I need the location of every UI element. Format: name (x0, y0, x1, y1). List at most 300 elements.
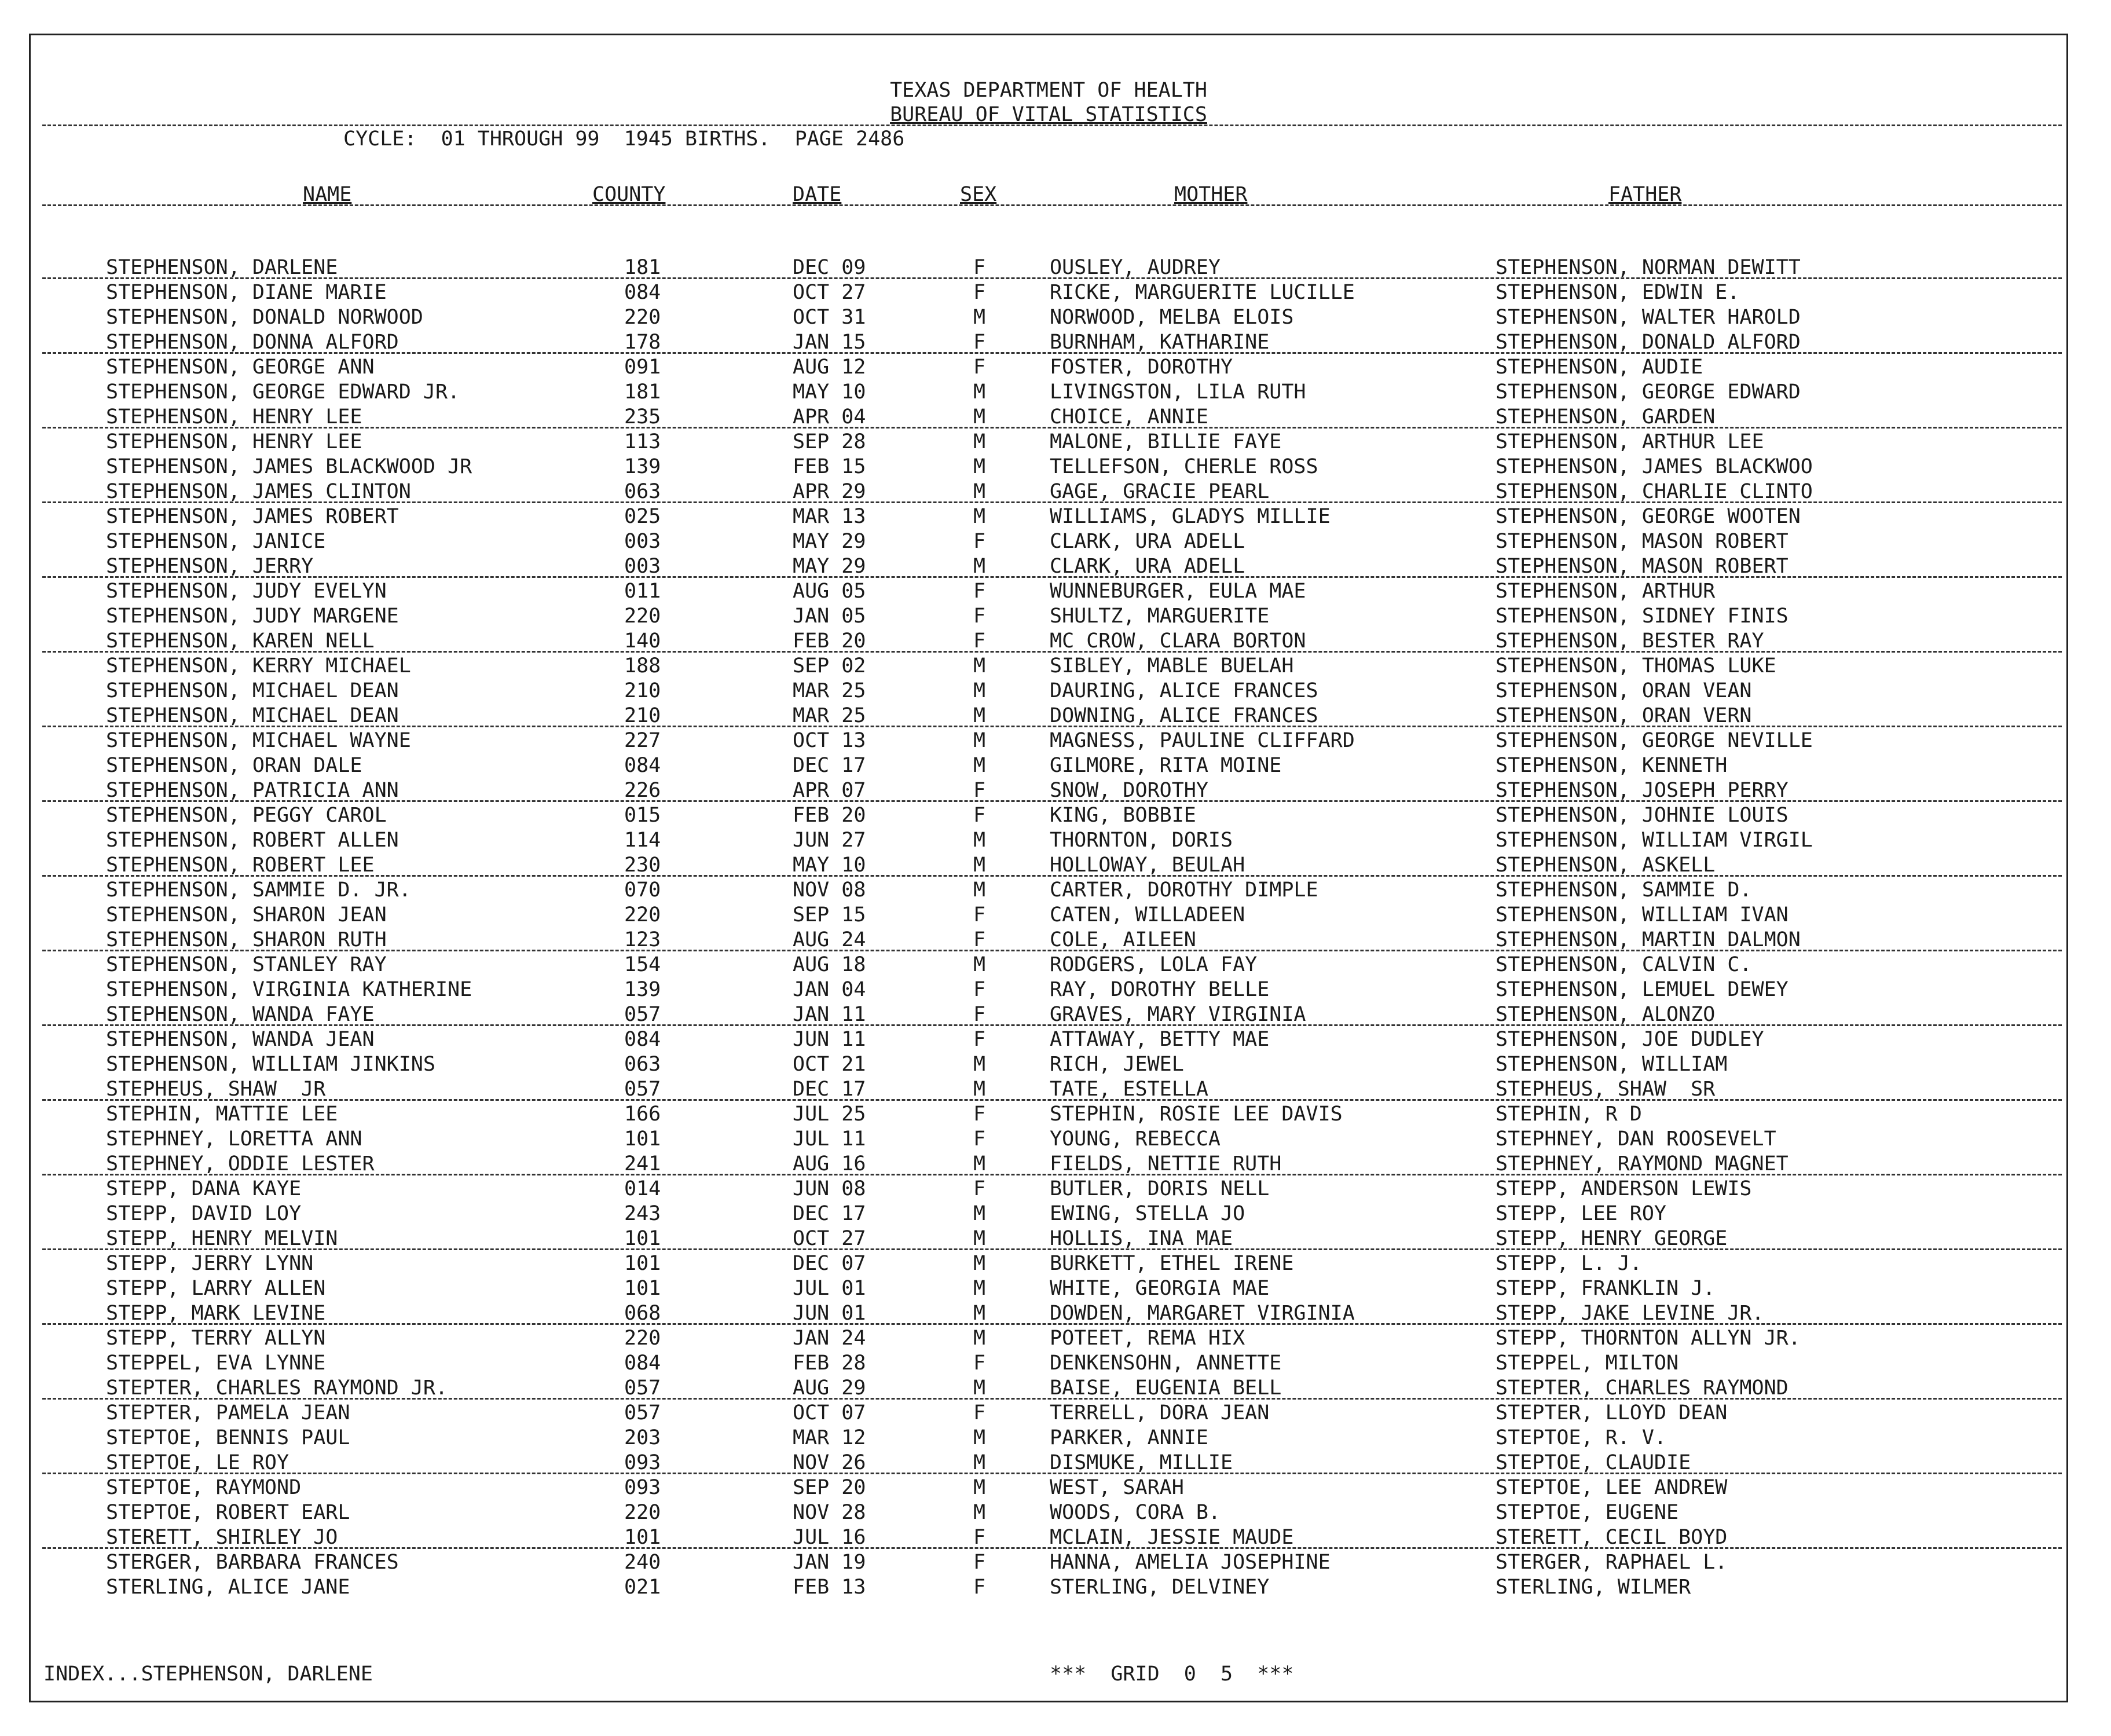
record-sex: M (973, 878, 986, 902)
record-name: STERGER, BARBARA FRANCES (106, 1551, 399, 1574)
record-mother: RICKE, MARGUERITE LUCILLE (1050, 281, 1355, 304)
record-mother: DENKENSOHN, ANNETTE (1050, 1352, 1282, 1375)
record-date: MAY 29 (793, 555, 866, 578)
record-father: STEPHENSON, KENNETH (1496, 754, 1728, 777)
record-father: STEPHENSON, JOSEPH PERRY (1496, 779, 1789, 802)
record-sex: M (973, 1202, 986, 1225)
row-rule (42, 427, 2062, 428)
record-father: STEPHENSON, JAMES BLACKWOO (1496, 455, 1813, 478)
record-county: 003 (624, 555, 661, 578)
record-county: 025 (624, 505, 661, 528)
record-name: STERETT, SHIRLEY JO (106, 1526, 338, 1549)
record-date: NOV 26 (793, 1451, 866, 1474)
record-county: 091 (624, 356, 661, 379)
record-father: STEPHENSON, CALVIN C. (1496, 953, 1752, 976)
record-name: STEPHENSON, ROBERT LEE (106, 854, 375, 877)
record-date: OCT 21 (793, 1053, 866, 1076)
record-date: JUL 01 (793, 1277, 866, 1300)
record-name: STEPHENSON, VIRGINIA KATHERINE (106, 978, 472, 1001)
record-father: STEPP, ANDERSON LEWIS (1496, 1177, 1752, 1200)
record-row (31, 1401, 2066, 1426)
record-county: 241 (624, 1152, 661, 1175)
row-rule (42, 800, 2062, 802)
record-mother: HANNA, AMELIA JOSEPHINE (1050, 1551, 1331, 1574)
record-mother: BUTLER, DORIS NELL (1050, 1177, 1270, 1200)
row-rule (42, 950, 2062, 951)
record-county: 154 (624, 953, 661, 976)
record-sex: F (973, 1576, 986, 1599)
record-name: STEPP, HENRY MELVIN (106, 1227, 338, 1250)
record-father: STEPHENSON, ARTHUR LEE (1496, 430, 1764, 453)
record-date: AUG 16 (793, 1152, 866, 1175)
record-mother: STEPHIN, ROSIE LEE DAVIS (1050, 1103, 1343, 1126)
record-name: STEPHENSON, MICHAEL DEAN (106, 679, 399, 702)
record-name: STEPTOE, LE ROY (106, 1451, 289, 1474)
record-father: STEPHENSON, EDWIN E. (1496, 281, 1740, 304)
record-mother: ATTAWAY, BETTY MAE (1050, 1028, 1270, 1051)
record-row (31, 654, 2066, 679)
record-row (31, 405, 2066, 430)
record-sex: F (973, 530, 986, 553)
record-name: STEPHENSON, WANDA JEAN (106, 1028, 375, 1051)
record-mother: CLARK, URA ADELL (1050, 530, 1245, 553)
record-county: 084 (624, 281, 661, 304)
record-row (31, 679, 2066, 704)
record-father: STEPTER, CHARLES RAYMOND (1496, 1376, 1789, 1400)
record-county: 101 (624, 1277, 661, 1300)
record-father: STEPHENSON, SIDNEY FINIS (1496, 605, 1789, 628)
record-date: SEP 20 (793, 1476, 866, 1499)
record-father: STEPHENSON, CHARLIE CLINTO (1496, 480, 1813, 503)
record-father: STERLING, WILMER (1496, 1576, 1691, 1599)
record-row (31, 255, 2066, 280)
record-county: 178 (624, 331, 661, 354)
record-name: STEPHENSON, PEGGY CAROL (106, 804, 387, 827)
record-date: AUG 18 (793, 953, 866, 976)
record-row (31, 704, 2066, 728)
record-sex: M (973, 405, 986, 428)
record-county: 210 (624, 679, 661, 702)
record-mother: DOWNING, ALICE FRANCES (1050, 704, 1318, 727)
record-father: STEPPEL, MILTON (1496, 1352, 1679, 1375)
record-date: JAN 04 (793, 978, 866, 1001)
record-date: JUN 11 (793, 1028, 866, 1051)
record-date: JUN 08 (793, 1177, 866, 1200)
record-county: 243 (624, 1202, 661, 1225)
record-row (31, 529, 2066, 554)
record-name: STEPHENSON, ORAN DALE (106, 754, 362, 777)
record-mother: CARTER, DOROTHY DIMPLE (1050, 878, 1318, 902)
record-father: STEPHENSON, AUDIE (1496, 356, 1703, 379)
record-name: STEPHENSON, GEORGE EDWARD JR. (106, 380, 460, 404)
record-county: 057 (624, 1078, 661, 1101)
record-mother: MALONE, BILLIE FAYE (1050, 430, 1282, 453)
record-county: 220 (624, 306, 661, 329)
record-name: STEPHENSON, DIANE MARIE (106, 281, 387, 304)
record-county: 014 (624, 1177, 661, 1200)
record-county: 220 (624, 903, 661, 926)
record-name: STEPP, MARK LEVINE (106, 1302, 326, 1325)
record-sex: M (973, 1152, 986, 1175)
record-sex: F (973, 903, 986, 926)
record-sex: F (973, 1177, 986, 1200)
row-rule (42, 277, 2062, 279)
record-county: 068 (624, 1302, 661, 1325)
record-sex: F (973, 1401, 986, 1424)
record-date: OCT 31 (793, 306, 866, 329)
column-header-name: NAME (303, 183, 352, 206)
record-sex: M (973, 1078, 986, 1101)
record-father: STEPHENSON, WILLIAM (1496, 1053, 1728, 1076)
record-father: STEPHENSON, DONALD ALFORD (1496, 331, 1801, 354)
record-row (31, 977, 2066, 1002)
record-row (31, 1251, 2066, 1276)
record-mother: BURNHAM, KATHARINE (1050, 331, 1270, 354)
record-mother: BURKETT, ETHEL IRENE (1050, 1252, 1294, 1275)
record-father: STEPHEUS, SHAW SR (1496, 1078, 1716, 1101)
record-sex: M (973, 1277, 986, 1300)
record-row (31, 1002, 2066, 1027)
record-mother: COLE, AILEEN (1050, 928, 1196, 951)
record-county: 057 (624, 1003, 661, 1026)
record-date: JAN 05 (793, 605, 866, 628)
record-mother: GAGE, GRACIE PEARL (1050, 480, 1270, 503)
record-name: STEPHENSON, PATRICIA ANN (106, 779, 399, 802)
index-sheet (29, 34, 2068, 1702)
record-father: STEPHENSON, GARDEN (1496, 405, 1716, 428)
record-county: 230 (624, 854, 661, 877)
record-father: STEPHENSON, ARTHUR (1496, 580, 1716, 603)
record-date: FEB 13 (793, 1576, 866, 1599)
record-mother: MCLAIN, JESSIE MAUDE (1050, 1526, 1294, 1549)
record-row (31, 430, 2066, 455)
record-father: STEPHENSON, MARTIN DALMON (1496, 928, 1801, 951)
record-sex: F (973, 1028, 986, 1051)
record-father: STEPP, JAKE LEVINE JR. (1496, 1302, 1764, 1325)
record-row (31, 604, 2066, 629)
record-mother: STERLING, DELVINEY (1050, 1576, 1270, 1599)
record-row (31, 554, 2066, 579)
record-name: STEPTER, PAMELA JEAN (106, 1401, 350, 1424)
record-row (31, 853, 2066, 878)
record-father: STEPHENSON, THOMAS LUKE (1496, 654, 1776, 677)
record-sex: M (973, 829, 986, 852)
record-father: STEPTOE, R. V. (1496, 1426, 1667, 1449)
record-county: 057 (624, 1376, 661, 1400)
record-county: 101 (624, 1526, 661, 1549)
record-row (31, 1451, 2066, 1475)
record-mother: SNOW, DOROTHY (1050, 779, 1208, 802)
record-mother: BAISE, EUGENIA BELL (1050, 1376, 1282, 1400)
record-date: NOV 28 (793, 1501, 866, 1524)
record-sex: F (973, 629, 986, 653)
record-row (31, 1152, 2066, 1177)
record-date: SEP 15 (793, 903, 866, 926)
record-county: 113 (624, 430, 661, 453)
row-rule (42, 651, 2062, 653)
record-mother: SHULTZ, MARGUERITE (1050, 605, 1270, 628)
record-name: STEPHENSON, JANICE (106, 530, 326, 553)
record-date: APR 29 (793, 480, 866, 503)
header-rule (42, 124, 2062, 126)
record-sex: M (973, 679, 986, 702)
record-name: STEPHENSON, HENRY LEE (106, 405, 362, 428)
record-date: JAN 11 (793, 1003, 866, 1026)
record-mother: CATEN, WILLADEEN (1050, 903, 1245, 926)
record-name: STEPPEL, EVA LYNNE (106, 1352, 326, 1375)
record-name: STEPHENSON, GEORGE ANN (106, 356, 375, 379)
record-county: 220 (624, 605, 661, 628)
record-county: 021 (624, 1576, 661, 1599)
record-father: STEPTOE, LEE ANDREW (1496, 1476, 1728, 1499)
record-father: STEPHENSON, WILLIAM VIRGIL (1496, 829, 1813, 852)
record-mother: WILLIAMS, GLADYS MILLIE (1050, 505, 1331, 528)
record-father: STEPP, LEE ROY (1496, 1202, 1667, 1225)
record-father: STEPHENSON, NORMAN DEWITT (1496, 256, 1801, 279)
record-date: MAY 29 (793, 530, 866, 553)
record-row (31, 753, 2066, 778)
record-name: STEPHENSON, KAREN NELL (106, 629, 375, 653)
record-name: STEPHNEY, ODDIE LESTER (106, 1152, 375, 1175)
record-date: FEB 20 (793, 804, 866, 827)
record-mother: DOWDEN, MARGARET VIRGINIA (1050, 1302, 1355, 1325)
record-date: SEP 02 (793, 654, 866, 677)
record-sex: M (973, 1252, 986, 1275)
record-sex: M (973, 1302, 986, 1325)
record-county: 063 (624, 1053, 661, 1076)
record-county: 084 (624, 1352, 661, 1375)
record-mother: GRAVES, MARY VIRGINIA (1050, 1003, 1306, 1026)
record-county: 101 (624, 1127, 661, 1151)
record-date: JAN 15 (793, 331, 866, 354)
record-mother: MAGNESS, PAULINE CLIFFARD (1050, 729, 1355, 752)
record-row (31, 280, 2066, 305)
record-mother: RAY, DOROTHY BELLE (1050, 978, 1270, 1001)
record-date: DEC 17 (793, 1078, 866, 1101)
record-name: STEPHENSON, SAMMIE D. JR. (106, 878, 411, 902)
column-header-mother: MOTHER (1174, 183, 1248, 206)
cycle-line: CYCLE: 01 THROUGH 99 1945 BIRTHS. PAGE 2486 (343, 127, 905, 151)
record-mother: KING, BOBBIE (1050, 804, 1196, 827)
record-mother: MC CROW, CLARA BORTON (1050, 629, 1306, 653)
record-father: STEPP, FRANKLIN J. (1496, 1277, 1716, 1300)
record-mother: LIVINGSTON, LILA RUTH (1050, 380, 1306, 404)
record-row (31, 1500, 2066, 1525)
record-county: 235 (624, 405, 661, 428)
record-mother: TERRELL, DORA JEAN (1050, 1401, 1270, 1424)
record-mother: THORNTON, DORIS (1050, 829, 1233, 852)
record-date: APR 07 (793, 779, 866, 802)
record-county: 226 (624, 779, 661, 802)
record-mother: RODGERS, LOLA FAY (1050, 953, 1258, 976)
record-date: APR 04 (793, 405, 866, 428)
column-header-date: DATE (793, 183, 842, 206)
record-county: 084 (624, 1028, 661, 1051)
record-sex: F (973, 779, 986, 802)
record-county: 181 (624, 256, 661, 279)
record-sex: M (973, 555, 986, 578)
record-father: STEPP, HENRY GEORGE (1496, 1227, 1728, 1250)
record-date: OCT 27 (793, 281, 866, 304)
row-rule (42, 1099, 2062, 1101)
record-name: STEPHENSON, WANDA FAYE (106, 1003, 375, 1026)
record-row (31, 479, 2066, 504)
record-name: STEPHENSON, JAMES CLINTON (106, 480, 411, 503)
record-father: STEPHENSON, ORAN VERN (1496, 704, 1752, 727)
record-date: OCT 13 (793, 729, 866, 752)
record-county: 240 (624, 1551, 661, 1574)
footer-grid-label: *** GRID 0 5 *** (1050, 1662, 1294, 1686)
record-sex: M (973, 380, 986, 404)
record-father: STEPHENSON, ALONZO (1496, 1003, 1716, 1026)
record-row (31, 1351, 2066, 1376)
record-sex: F (973, 580, 986, 603)
record-father: STERETT, CECIL BOYD (1496, 1526, 1728, 1549)
record-name: STEPHENSON, JAMES ROBERT (106, 505, 399, 528)
record-county: 093 (624, 1451, 661, 1474)
record-row (31, 1525, 2066, 1550)
record-father: STEPHENSON, SAMMIE D. (1496, 878, 1752, 902)
record-row (31, 1475, 2066, 1500)
record-sex: F (973, 331, 986, 354)
record-name: STEPHENSON, DONALD NORWOOD (106, 306, 423, 329)
row-rule (42, 1473, 2062, 1474)
record-sex: M (973, 1501, 986, 1524)
record-date: JUL 16 (793, 1526, 866, 1549)
record-row (31, 1177, 2066, 1202)
record-row (31, 1077, 2066, 1102)
record-mother: SIBLEY, MABLE BUELAH (1050, 654, 1294, 677)
record-row (31, 629, 2066, 654)
record-name: STEPP, DANA KAYE (106, 1177, 302, 1200)
record-row (31, 1226, 2066, 1251)
record-date: FEB 20 (793, 629, 866, 653)
record-name: STEPHENSON, JAMES BLACKWOOD JR (106, 455, 472, 478)
record-county: 114 (624, 829, 661, 852)
record-date: MAY 10 (793, 380, 866, 404)
record-name: STEPHENSON, SHARON JEAN (106, 903, 387, 926)
record-sex: F (973, 1127, 986, 1151)
record-date: AUG 05 (793, 580, 866, 603)
record-name: STEPHENSON, DARLENE (106, 256, 338, 279)
record-county: 057 (624, 1401, 661, 1424)
record-date: MAR 13 (793, 505, 866, 528)
record-name: STEPHENSON, DONNA ALFORD (106, 331, 399, 354)
record-name: STEPHENSON, MICHAEL DEAN (106, 704, 399, 727)
record-county: 123 (624, 928, 661, 951)
record-row (31, 330, 2066, 355)
record-name: STEPHNEY, LORETTA ANN (106, 1127, 362, 1151)
record-name: STEPHENSON, ROBERT ALLEN (106, 829, 399, 852)
record-father: STEPP, THORNTON ALLYN JR. (1496, 1327, 1801, 1350)
record-father: STEPP, L. J. (1496, 1252, 1642, 1275)
record-name: STEPHENSON, WILLIAM JINKINS (106, 1053, 435, 1076)
record-mother: WEST, SARAH (1050, 1476, 1184, 1499)
record-name: STEPTOE, BENNIS PAUL (106, 1426, 350, 1449)
row-rule (42, 875, 2062, 877)
record-date: DEC 17 (793, 1202, 866, 1225)
record-father: STERGER, RAPHAEL L. (1496, 1551, 1728, 1574)
record-name: STEPP, TERRY ALLYN (106, 1327, 326, 1350)
record-county: 139 (624, 455, 661, 478)
record-name: STEPHENSON, JUDY MARGENE (106, 605, 399, 628)
record-mother: WUNNEBURGER, EULA MAE (1050, 580, 1306, 603)
record-county: 220 (624, 1327, 661, 1350)
record-mother: WOODS, CORA B. (1050, 1501, 1221, 1524)
record-name: STEPHENSON, STANLEY RAY (106, 953, 387, 976)
record-date: NOV 08 (793, 878, 866, 902)
record-county: 203 (624, 1426, 661, 1449)
row-rule (42, 1024, 2062, 1026)
record-date: AUG 24 (793, 928, 866, 951)
record-sex: M (973, 306, 986, 329)
record-mother: NORWOOD, MELBA ELOIS (1050, 306, 1294, 329)
record-name: STEPHEUS, SHAW JR (106, 1078, 326, 1101)
record-father: STEPHENSON, WILLIAM IVAN (1496, 903, 1789, 926)
record-date: AUG 12 (793, 356, 866, 379)
record-mother: POTEET, REMA HIX (1050, 1327, 1245, 1350)
record-mother: HOLLIS, INA MAE (1050, 1227, 1233, 1250)
column-header-father: FATHER (1608, 183, 1682, 206)
record-date: JUL 25 (793, 1103, 866, 1126)
record-mother: TELLEFSON, CHERLE ROSS (1050, 455, 1318, 478)
record-row (31, 728, 2066, 753)
row-rule (42, 352, 2062, 354)
record-father: STEPTOE, CLAUDIE (1496, 1451, 1691, 1474)
record-sex: F (973, 281, 986, 304)
record-name: STEPHENSON, JERRY (106, 555, 314, 578)
record-row (31, 504, 2066, 529)
record-row (31, 1102, 2066, 1127)
record-father: STEPHENSON, LEMUEL DEWEY (1496, 978, 1789, 1001)
record-county: 011 (624, 580, 661, 603)
record-row (31, 1027, 2066, 1052)
record-date: MAR 25 (793, 679, 866, 702)
record-father: STEPHENSON, ASKELL (1496, 854, 1716, 877)
record-date: OCT 27 (793, 1227, 866, 1250)
record-sex: F (973, 1352, 986, 1375)
record-father: STEPHENSON, WALTER HAROLD (1496, 306, 1801, 329)
record-name: STEPP, LARRY ALLEN (106, 1277, 326, 1300)
row-rule (42, 1547, 2062, 1549)
record-mother: TATE, ESTELLA (1050, 1078, 1208, 1101)
record-father: STEPTER, LLOYD DEAN (1496, 1401, 1728, 1424)
record-date: DEC 07 (793, 1252, 866, 1275)
record-county: 084 (624, 754, 661, 777)
department-title: TEXAS DEPARTMENT OF HEALTH (890, 79, 1207, 102)
record-sex: F (973, 605, 986, 628)
record-county: 181 (624, 380, 661, 404)
record-row (31, 1426, 2066, 1451)
footer-index: INDEX...STEPHENSON, DARLENE (43, 1662, 373, 1686)
record-date: JAN 19 (793, 1551, 866, 1574)
record-mother: YOUNG, REBECCA (1050, 1127, 1221, 1151)
record-mother: WHITE, GEORGIA MAE (1050, 1277, 1270, 1300)
record-row (31, 778, 2066, 803)
record-father: STEPHENSON, GEORGE EDWARD (1496, 380, 1801, 404)
record-father: STEPHIN, R D (1496, 1103, 1642, 1126)
record-mother: FIELDS, NETTIE RUTH (1050, 1152, 1282, 1175)
record-sex: F (973, 1103, 986, 1126)
record-row (31, 928, 2066, 953)
record-sex: M (973, 754, 986, 777)
record-name: STEPHENSON, KERRY MICHAEL (106, 654, 411, 677)
record-sex: M (973, 1376, 986, 1400)
record-mother: DISMUKE, MILLIE (1050, 1451, 1233, 1474)
record-name: STEPTER, CHARLES RAYMOND JR. (106, 1376, 448, 1400)
column-header-sex: SEX (960, 183, 997, 206)
record-date: AUG 29 (793, 1376, 866, 1400)
